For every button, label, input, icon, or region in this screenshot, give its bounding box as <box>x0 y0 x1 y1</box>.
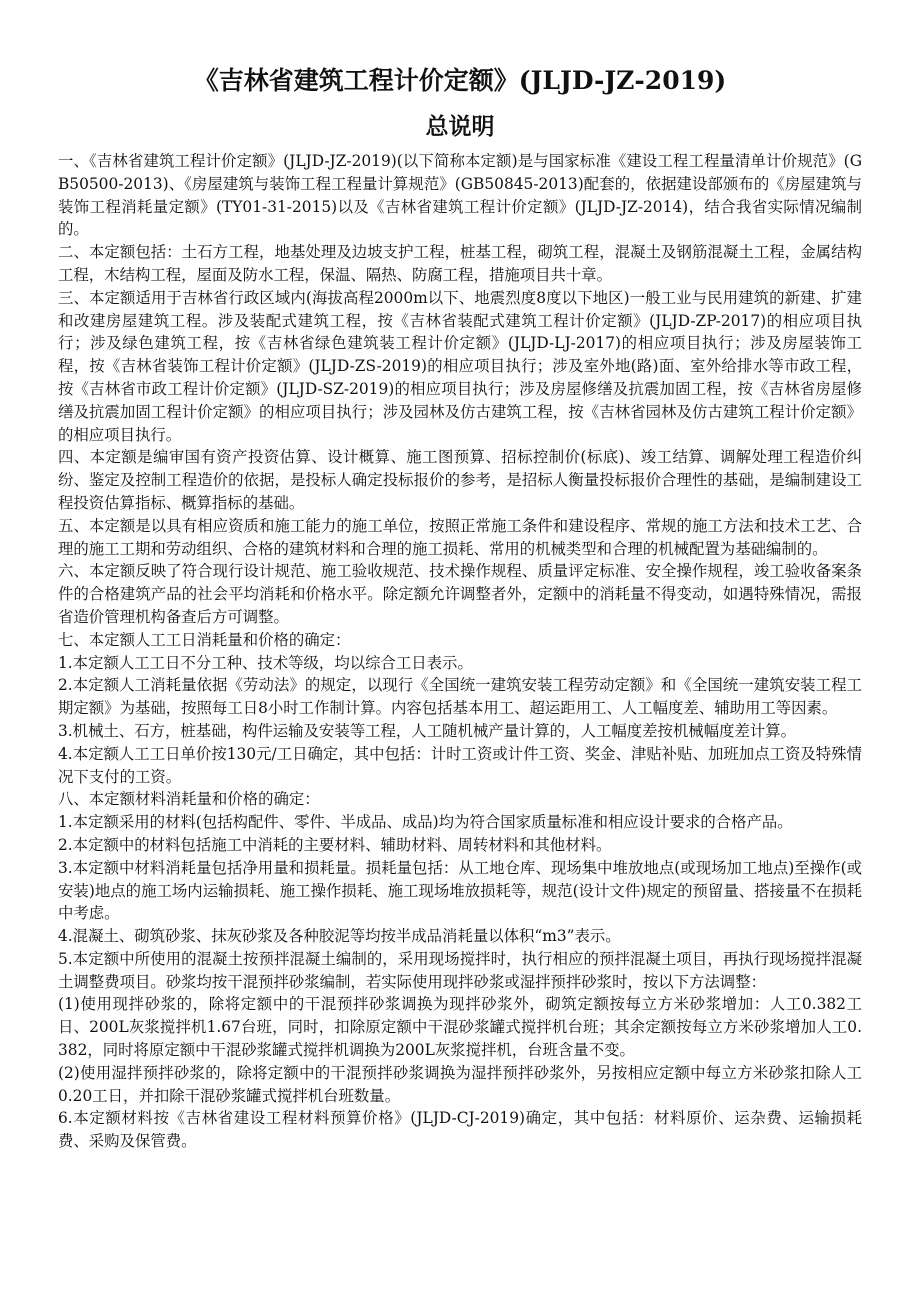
item-8-1: 1.本定额采用的材料(包括构配件、零件、半成品、成品)均为符合国家质量标准和相应设计要求的合格产品。 <box>58 813 793 832</box>
item-8-3: 3.本定额中材料消耗量包括净用量和损耗量。损耗量包括：从工地仓库、现场集中堆放地点(或现场加工地点)至操作(或安装)地点的施工场内运输损耗、施工操作损耗、施工现场堆放损耗等，规范(设计文件)规定的预留量、搭接量不在损耗中考虑。 <box>58 858 862 923</box>
item-8-2: 2.本定额中的材料包括施工中消耗的主要材料、辅助材料、周转材料和其他材料。 <box>58 835 612 854</box>
paragraph-5: 五、本定额是以具有相应资质和施工能力的施工单位，按照正常施工条件和建设程序、常规的施工方法和技术工艺、合理的施工工期和劳动组织、合格的建筑材料和合理的施工损耗、常用的机械类型和合理的机械配置为基础编制的。 <box>58 516 862 558</box>
section-heading-8: 八、本定额材料消耗量和价格的确定： <box>58 790 320 809</box>
section-heading-7: 七、本定额人工工日消耗量和价格的确定： <box>58 630 351 649</box>
item-7-3: 3.机械土、石方，桩基础，构件运输及安装等工程，人工随机械产量计算的，人工幅度差按机械幅度差计算。 <box>58 721 797 740</box>
paragraph-2: 二、本定额包括：土石方工程，地基处理及边坡支护工程，桩基工程，砌筑工程，混凝土及钢筋混凝土工程，金属结构工程，木结构工程，屋面及防水工程，保温、隔热、防腐工程，措施项目共十章。 <box>58 243 862 284</box>
item-8-5: 5.本定额中所使用的混凝土按预拌混凝土编制的，采用现场搅拌时，执行相应的预拌混凝土项目，再执行现场搅拌混凝土调整费项目。砂浆均按干混预拌砂浆编制，若实际使用现拌砂浆或湿拌预拌砂浆时，按以下方法调整： <box>58 949 862 991</box>
document-subtitle: 总说明 <box>425 113 495 140</box>
document-body <box>58 150 862 1153</box>
paragraph-4: 四、本定额是编审国有资产投资估算、设计概算、施工图预算、招标控制价(标底)、竣工结算、调解处理工程造价纠纷、鉴定及控制工程造价的依据，是投标人确定投标报价的参考，是招标人衡量投标报价合理性的基础，是编制建设工程投资估算指标、概算指标的基础。 <box>58 448 862 512</box>
item-7-1: 1.本定额人工工日不分工种、技术等级，均以综合工日表示。 <box>58 653 473 672</box>
item-8-5-2: (2)使用湿拌预拌砂浆的，除将定额中的干混预拌砂浆调换为湿拌预拌砂浆外，另按相应定额中每立方米砂浆扣除人工0.20工日，并扣除干混砂浆罐式搅拌机台班数量。 <box>58 1063 862 1105</box>
document-title: 《吉林省建筑工程计价定额》(JLJD-JZ-2019) <box>193 66 727 95</box>
item-7-2: 2.本定额人工消耗量依据《劳动法》的规定，以现行《全国统一建筑安装工程劳动定额》和《全国统一建筑安装工程工期定额》为基础，按照每工日8小时工作制计算。内容包括基本用工、超运距用工、人工幅度差、辅助用工等因素。 <box>58 676 862 718</box>
item-8-5-1: (1)使用现拌砂浆的，除将定额中的干混预拌砂浆调换为现拌砂浆外，砌筑定额按每立方米砂浆增加：人工0.382工日、200L灰浆搅拌机1.67台班，同时，扣除原定额中干混砂浆罐式搅拌机台班；其余定额按每立方米砂浆增加人工0.382，同时将原定额中干混砂浆罐式搅拌机调换为200L灰浆搅拌机，台班含量不变。 <box>58 995 862 1060</box>
paragraph-1: 一、《吉林省建筑工程计价定额》(JLJD-JZ-2019)(以下简称本定额)是与国家标准《建设工程工程量清单计价规范》(GB50500-2013)、《房屋建筑与装饰工程工程量计算规范》(GB50845-2013)配套的，依据建设部颁布的《房屋建筑与装饰工程消耗量定额》(TY01-31-2015)以及《吉林省建筑工程计价定额》(JLJD-JZ-2014)，结合我省实际情况编制的。 <box>58 152 862 239</box>
item-7-4: 4.本定额人工工日单价按130元/工日确定，其中包括：计时工资或计件工资、奖金、津贴补贴、加班加点工资及特殊情况下支付的工资。 <box>58 744 862 786</box>
item-8-6: 6.本定额材料按《吉林省建设工程材料预算价格》(JLJD-CJ-2019)确定，其中包括：材料原价、运杂费、运输损耗费、采购及保管费。 <box>58 1109 862 1151</box>
item-8-4: 4.混凝土、砌筑砂浆、抹灰砂浆及各种胶泥等均按半成品消耗量以体积“m3”表示。 <box>58 927 621 946</box>
paragraph-6: 六、本定额反映了符合现行设计规范、施工验收规范、技术操作规程、质量评定标准、安全操作规程，竣工验收备案条件的合格建筑产品的社会平均消耗和价格水平。除定额允许调整者外，定额中的消耗量不得变动，如遇特殊情况，需报省造价管理机构备查后方可调整。 <box>58 562 862 626</box>
paragraph-3: 三、本定额适用于吉林省行政区域内(海拔高程2000m以下、地震烈度8度以下地区)一般工业与民用建筑的新建、扩建和改建房屋建筑工程。涉及装配式建筑工程，按《吉林省装配式建筑工程计价定额》(JLJD-ZP-2017)的相应项目执行；涉及绿色建筑工程，按《吉林省绿色建筑装工程计价定额》(JLJD-LJ-2017)的相应项目执行；涉及房屋装饰工程，按《吉林省装饰工程计价定额》(JLJD-ZS-2019)的相应项目执行；涉及室外地(路)面、室外给排水等市政工程，按《吉林省市政工程计价定额》(JLJD-SZ-2019)的相应项目执行；涉及房屋修缮及抗震加固工程，按《吉林省房屋修缮及抗震加固工程计价定额》的相应项目执行；涉及园林及仿古建筑工程，按《吉林省园林及仿古建筑工程计价定额》的相应项目执行。 <box>58 288 862 444</box>
